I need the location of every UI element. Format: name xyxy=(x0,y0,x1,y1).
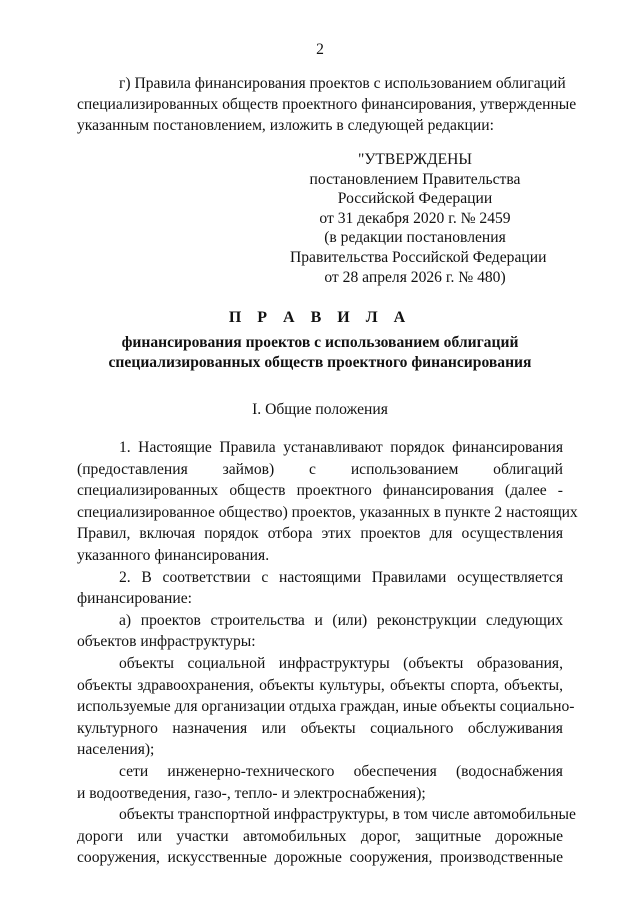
body-line: используемые для организации отдыха граждан, иные объекты социально- xyxy=(77,698,575,716)
body-line: специализированное общество) проектов, указанных в пункте 2 настоящих xyxy=(77,503,578,521)
approval-line: от 31 декабря 2020 г. № 2459 xyxy=(319,209,511,227)
approval-line: "УТВЕРЖДЕНЫ xyxy=(358,151,472,168)
body-line: культурного назначения или объекты социального обслуживания xyxy=(77,719,563,737)
rules-subtitle xyxy=(0,333,640,373)
body-line: объекты социальной инфраструктуры (объекты образования, xyxy=(119,654,563,672)
body-line: (предоставления займов) с использованием облигаций xyxy=(77,460,563,478)
page-number: 2 xyxy=(316,41,324,58)
body-line: сооружения, искусственные дорожные сооружения, производственные xyxy=(77,849,563,867)
body-line: а) проектов строительства и (или) реконструкции следующих xyxy=(119,611,563,629)
body-line: объекты здравоохранения, объекты культуры, объекты спорта, объекты, xyxy=(77,676,563,694)
body-text xyxy=(77,437,578,869)
body-line: сети инженерно-технического обеспечения (водоснабжения xyxy=(119,762,563,780)
approval-line: от 28 апреля 2026 г. № 480) xyxy=(324,268,506,286)
body-line: 2. В соответствии с настоящими Правилами осуществляется xyxy=(119,568,563,586)
body-line: и водоотведения, газо-, тепло- и электроснабжения); xyxy=(77,784,426,802)
body-line: дороги или участки автомобильных дорог, защитные дорожные xyxy=(77,827,563,845)
intro-line: указанным постановлением, изложить в следующей редакции: xyxy=(77,117,494,134)
body-line: Правил, включая порядок отбора этих проектов для осуществления xyxy=(77,525,563,543)
rules-subtitle-line: специализированных обществ проектного финансирования xyxy=(108,354,532,371)
approval-line: постановлением Правительства xyxy=(309,170,521,188)
intro-paragraph xyxy=(77,73,577,136)
rules-subtitle-line: финансирования проектов с использованием облигаций xyxy=(121,334,519,351)
body-line: объектов инфраструктуры: xyxy=(77,633,256,651)
body-line: указанного финансирования. xyxy=(77,546,270,564)
approval-line: (в редакции постановления xyxy=(324,229,506,247)
approval-line: Правительства Российской Федерации xyxy=(290,248,547,266)
intro-line: г) Правила финансирования проектов с использованием облигаций xyxy=(119,75,566,92)
body-line: населения); xyxy=(77,741,155,759)
body-line: специализированных обществ проектного финансирования (далее - xyxy=(77,482,563,500)
intro-line: специализированных обществ проектного финансирования, утвержденные xyxy=(77,96,577,113)
approval-stamp xyxy=(290,150,547,287)
rules-title: П Р А В И Л А xyxy=(228,309,412,326)
body-line: финансирование: xyxy=(77,590,192,608)
section-heading: I. Общие положения xyxy=(252,401,388,418)
approval-line: Российской Федерации xyxy=(337,190,493,208)
body-line: 1. Настоящие Правила устанавливают порядок финансирования xyxy=(119,439,563,456)
body-line: объекты транспортной инфраструктуры, в том числе автомобильные xyxy=(119,806,576,824)
